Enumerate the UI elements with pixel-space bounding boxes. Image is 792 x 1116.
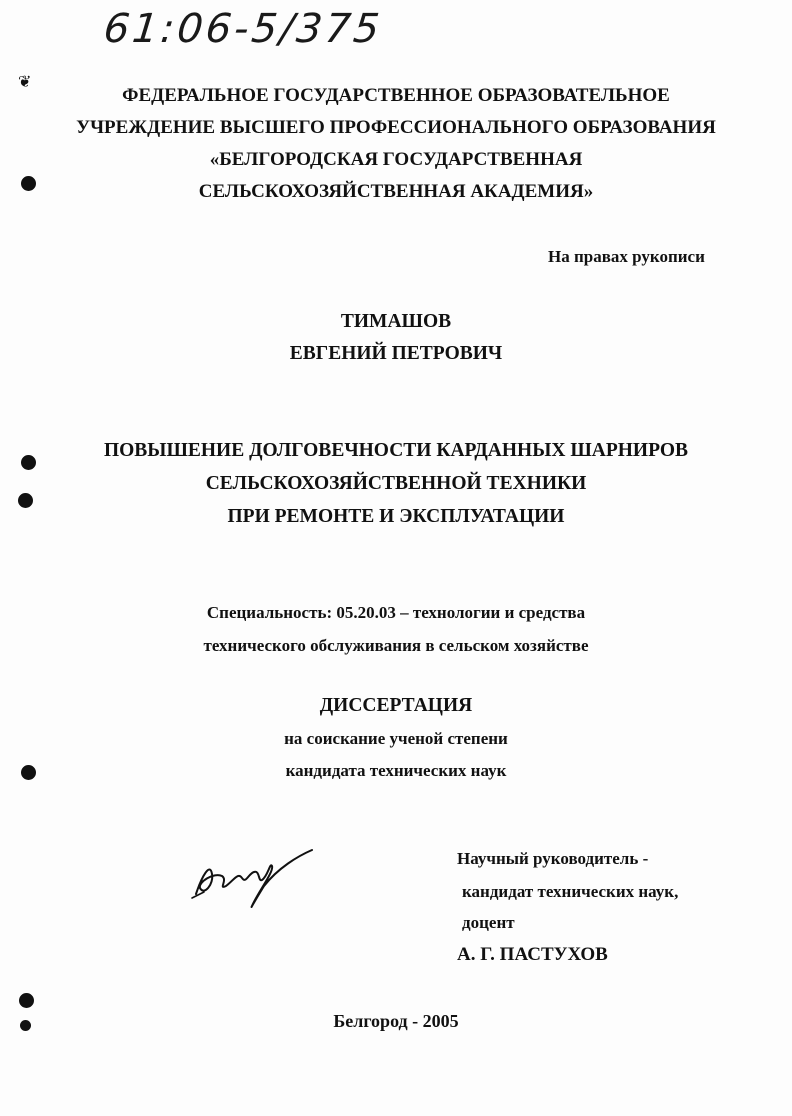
institution-line-3: «БЕЛГОРОДСКАЯ ГОСУДАРСТВЕННАЯ — [209, 149, 583, 170]
manuscript-note: На правах рукописи — [548, 247, 705, 266]
title-line-2: СЕЛЬСКОХОЗЯЙСТВЕННОЙ ТЕХНИКИ — [205, 473, 587, 494]
supervisor-degree: кандидат технических наук, — [462, 882, 679, 901]
supervisor-rank: доцент — [462, 913, 515, 932]
institution-line-4: СЕЛЬСКОХОЗЯЙСТВЕННАЯ АКАДЕМИЯ» — [198, 181, 594, 202]
city-year: Белгород - 2005 — [333, 1011, 459, 1031]
author-given-names: ЕВГЕНИЙ ПЕТРОВИЧ — [289, 343, 503, 364]
dissertation-line-2: кандидата технических наук — [285, 761, 507, 780]
institution-line-1: ФЕДЕРАЛЬНОЕ ГОСУДАРСТВЕННОЕ ОБРАЗОВАТЕЛЬНОЕ — [122, 85, 670, 106]
dissertation-line-1: на соискание ученой степени — [284, 729, 508, 748]
supervisor-role: Научный руководитель - — [457, 849, 649, 868]
specialty-line-2: технического обслуживания в сельском хозяйстве — [203, 636, 589, 655]
title-line-3: ПРИ РЕМОНТЕ И ЭКСПЛУАТАЦИИ — [227, 506, 565, 527]
title-line-1: ПОВЫШЕНИЕ ДОЛГОВЕЧНОСТИ КАРДАННЫХ ШАРНИРОВ — [103, 440, 689, 461]
dissertation-heading: ДИССЕРТАЦИЯ — [319, 695, 473, 716]
binding-hole-mark — [19, 993, 34, 1008]
author-surname: ТИМАШОВ — [340, 311, 452, 332]
specialty-line-1: Специальность: 05.20.03 – технологии и средства — [206, 603, 586, 622]
institution-line-2: УЧРЕЖДЕНИЕ ВЫСШЕГО ПРОФЕССИОНАЛЬНОГО ОБРАЗОВАНИЯ — [76, 117, 716, 138]
supervisor-name: А. Г. ПАСТУХОВ — [457, 944, 608, 965]
archive-code-handwritten: 61:06-5/375 — [101, 6, 385, 52]
signature-image — [188, 832, 318, 912]
margin-mark: ❦ — [18, 72, 32, 91]
